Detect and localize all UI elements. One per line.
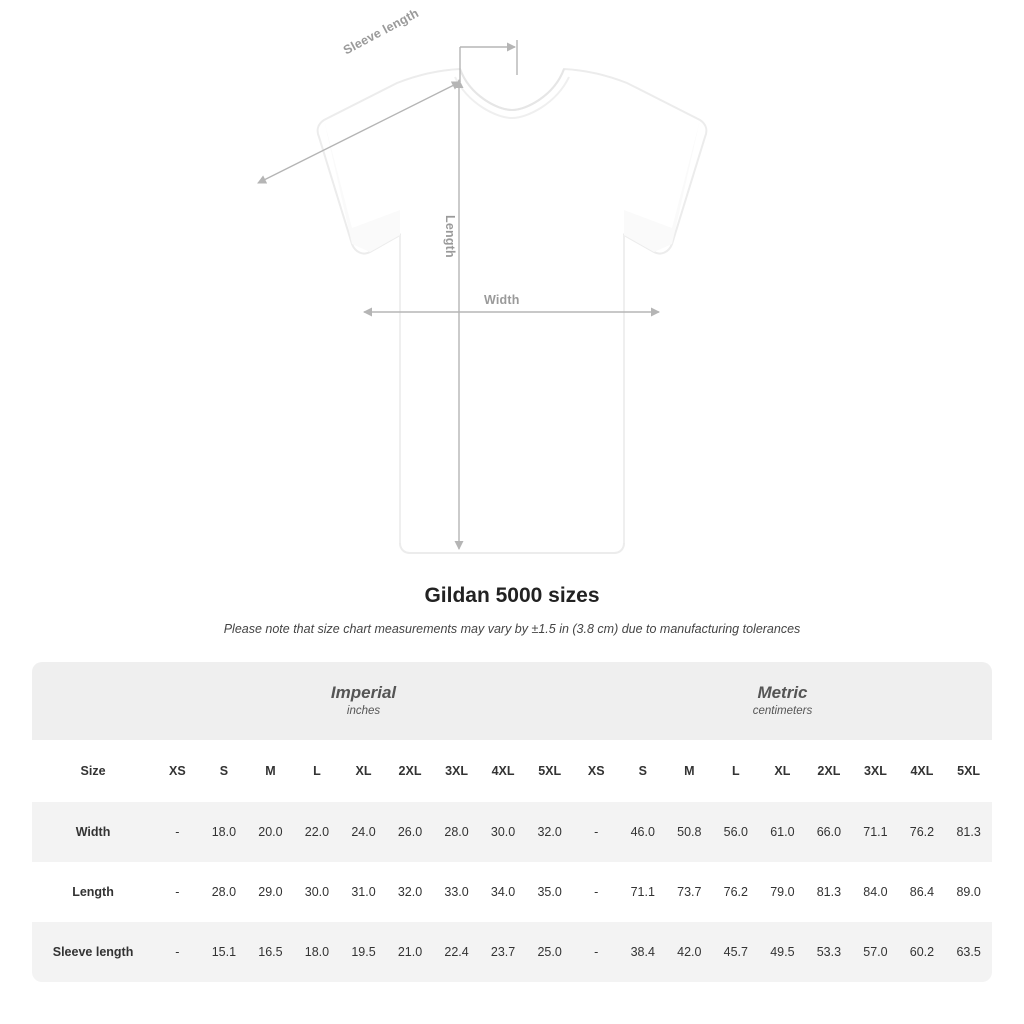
size-header-imperial-2xl: 2XL (387, 740, 434, 802)
width-label: Width (484, 293, 520, 307)
cell-sleeve-imperial-xl: 19.5 (340, 922, 387, 982)
cell-length-metric-xs: - (573, 862, 620, 922)
cell-length-metric-s: 71.1 (620, 862, 667, 922)
cell-width-metric-4xl: 76.2 (899, 802, 946, 862)
cell-width-metric-xl: 61.0 (759, 802, 806, 862)
cell-width-imperial-xl: 24.0 (340, 802, 387, 862)
cell-width-metric-2xl: 66.0 (806, 802, 853, 862)
cell-width-metric-s: 46.0 (620, 802, 667, 862)
cell-sleeve-metric-xs: - (573, 922, 620, 982)
cell-sleeve-metric-4xl: 60.2 (899, 922, 946, 982)
cell-width-imperial-m: 20.0 (247, 802, 294, 862)
cell-length-imperial-2xl: 32.0 (387, 862, 434, 922)
cell-length-metric-l: 76.2 (713, 862, 760, 922)
cell-length-imperial-xl: 31.0 (340, 862, 387, 922)
table-row (32, 922, 992, 982)
cell-length-imperial-4xl: 34.0 (480, 862, 527, 922)
cell-sleeve-metric-3xl: 57.0 (852, 922, 899, 982)
page-title: Gildan 5000 sizes (424, 584, 600, 607)
size-header-label: Size (32, 740, 154, 802)
cell-length-metric-5xl: 89.0 (945, 862, 992, 922)
unit-header-metric (573, 662, 992, 740)
cell-sleeve-metric-m: 42.0 (666, 922, 713, 982)
cell-sleeve-metric-xl: 49.5 (759, 922, 806, 982)
cell-sleeve-imperial-3xl: 22.4 (433, 922, 480, 982)
cell-length-imperial-5xl: 35.0 (526, 862, 573, 922)
cell-length-metric-m: 73.7 (666, 862, 713, 922)
cell-sleeve-imperial-xs: - (154, 922, 201, 982)
row-label-width: Width (32, 802, 154, 862)
table-row (32, 802, 992, 862)
cell-width-imperial-xs: - (154, 802, 201, 862)
size-header-imperial-xs: XS (154, 740, 201, 802)
cell-width-metric-xs: - (573, 802, 620, 862)
size-header-metric-m: M (666, 740, 713, 802)
size-header-metric-l: L (713, 740, 760, 802)
size-header-imperial-xl: XL (340, 740, 387, 802)
tshirt-shape (318, 69, 707, 553)
cell-sleeve-imperial-4xl: 23.7 (480, 922, 527, 982)
cell-width-metric-m: 50.8 (666, 802, 713, 862)
cell-sleeve-imperial-s: 15.1 (201, 922, 248, 982)
cell-length-metric-4xl: 86.4 (899, 862, 946, 922)
cell-width-imperial-4xl: 30.0 (480, 802, 527, 862)
cell-length-metric-xl: 79.0 (759, 862, 806, 922)
cell-width-metric-5xl: 81.3 (945, 802, 992, 862)
cell-width-imperial-2xl: 26.0 (387, 802, 434, 862)
size-header-metric-3xl: 3XL (852, 740, 899, 802)
size-header-metric-2xl: 2XL (806, 740, 853, 802)
unit-imperial-sub: inches (346, 705, 381, 717)
cell-length-imperial-xs: - (154, 862, 201, 922)
row-label-sleeve-length: Sleeve length (32, 922, 154, 982)
size-header-imperial-5xl: 5XL (526, 740, 573, 802)
length-label: Length (443, 215, 457, 258)
row-label-length: Length (32, 862, 154, 922)
size-header-metric-5xl: 5XL (945, 740, 992, 802)
cell-length-imperial-3xl: 33.0 (433, 862, 480, 922)
cell-sleeve-imperial-m: 16.5 (247, 922, 294, 982)
cell-sleeve-imperial-l: 18.0 (294, 922, 341, 982)
cell-length-imperial-l: 30.0 (294, 862, 341, 922)
size-chart-table-wrapper (32, 662, 992, 982)
cell-length-imperial-s: 28.0 (201, 862, 248, 922)
cell-width-imperial-s: 18.0 (201, 802, 248, 862)
cell-width-imperial-l: 22.0 (294, 802, 341, 862)
cell-length-imperial-m: 29.0 (247, 862, 294, 922)
unit-metric-name: Metric (757, 682, 808, 702)
cell-sleeve-metric-s: 38.4 (620, 922, 667, 982)
size-header-metric-xs: XS (573, 740, 620, 802)
unit-header-row (32, 662, 992, 740)
cell-width-metric-3xl: 71.1 (852, 802, 899, 862)
size-header-imperial-l: L (294, 740, 341, 802)
size-header-metric-xl: XL (759, 740, 806, 802)
cell-width-imperial-5xl: 32.0 (526, 802, 573, 862)
cell-width-metric-l: 56.0 (713, 802, 760, 862)
size-header-imperial-m: M (247, 740, 294, 802)
size-header-metric-4xl: 4XL (899, 740, 946, 802)
cell-sleeve-imperial-2xl: 21.0 (387, 922, 434, 982)
size-chart-table (32, 662, 992, 982)
size-header-imperial-4xl: 4XL (480, 740, 527, 802)
size-header-imperial-s: S (201, 740, 248, 802)
unit-header-spacer (32, 662, 154, 740)
cell-sleeve-metric-2xl: 53.3 (806, 922, 853, 982)
cell-sleeve-metric-5xl: 63.5 (945, 922, 992, 982)
unit-metric-sub: centimeters (752, 705, 813, 717)
unit-imperial-name: Imperial (330, 682, 397, 702)
cell-length-metric-2xl: 81.3 (806, 862, 853, 922)
size-header-imperial-3xl: 3XL (433, 740, 480, 802)
cell-width-imperial-3xl: 28.0 (433, 802, 480, 862)
tolerance-note: Please note that size chart measurements may vary by ±1.5 in (3.8 cm) due to manufacturing tolerances (223, 622, 801, 636)
sleeve-length-label: Sleeve length (341, 5, 422, 58)
cell-length-metric-3xl: 84.0 (852, 862, 899, 922)
unit-header-imperial (154, 662, 573, 740)
cell-sleeve-imperial-5xl: 25.0 (526, 922, 573, 982)
table-row (32, 862, 992, 922)
size-header-metric-s: S (620, 740, 667, 802)
size-header-row (32, 740, 992, 802)
cell-sleeve-metric-l: 45.7 (713, 922, 760, 982)
